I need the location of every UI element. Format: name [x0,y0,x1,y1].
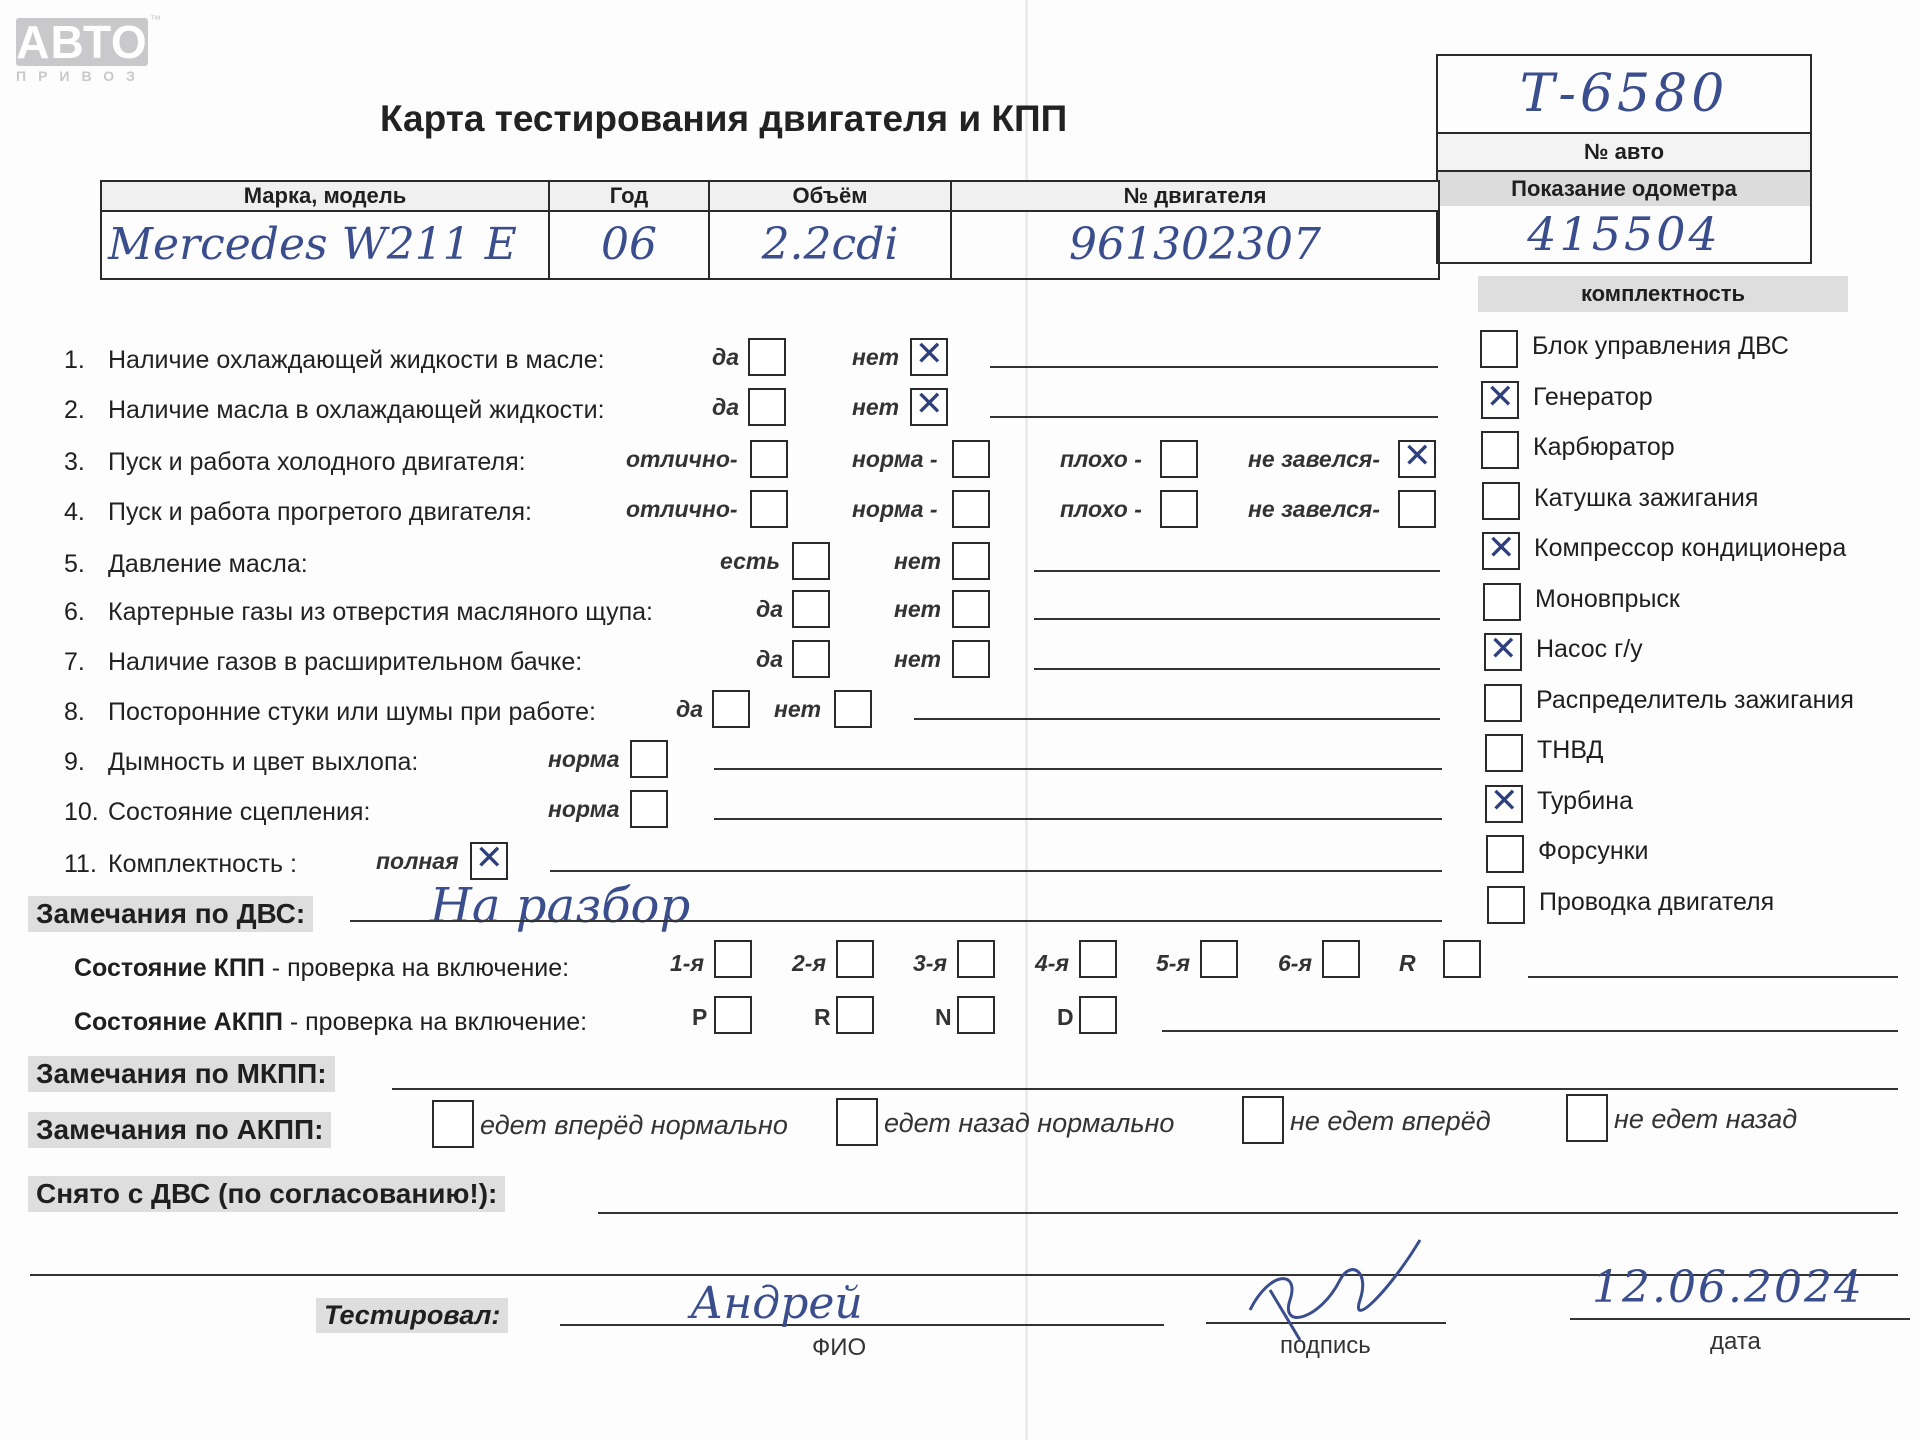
question-text: Наличие газов в расширительном бачке: [108,648,583,676]
signature-drawing [1230,1230,1440,1340]
akpp-remark-checkbox[interactable] [1566,1094,1608,1142]
mkpp-remarks-label: Замечания по МКПП: [28,1056,335,1092]
option-checkbox[interactable] [910,388,948,426]
car-number-value[interactable]: Т-6580 [1438,56,1810,134]
akpp-position-label: P [692,1004,708,1030]
date-label: дата [1710,1328,1761,1355]
option-label: нет [852,394,900,420]
option-label: норма [548,746,620,772]
kpp-label-bold: Состояние КПП [74,954,265,982]
brand-model-value[interactable]: Mercedes W211 E [108,219,517,270]
question-number: 8. [64,698,85,726]
year-cell [550,182,710,278]
option-label: есть [720,548,780,574]
option-checkbox[interactable] [748,388,786,426]
gear-checkbox[interactable] [957,940,995,978]
akpp-label-rest: - проверка на включение: [282,1008,588,1036]
option-checkbox[interactable] [470,842,508,880]
question-number: 4. [64,498,85,526]
komplektnost-item-label: Карбюратор [1533,433,1675,461]
option-checkbox[interactable] [630,740,668,778]
gear-label: 3-я [913,950,947,976]
vehicle-header-table [100,180,1440,280]
komplektnost-item-label: Распределитель зажигания [1536,686,1854,714]
akpp-remark-label: едет вперёд нормально [480,1110,788,1140]
answer-line [550,870,1442,872]
question-number: 5. [64,550,85,578]
year-value[interactable]: 06 [601,219,657,270]
gear-label: 4-я [1035,950,1069,976]
gear-checkbox[interactable] [714,940,752,978]
avto-privoz-logo: АВТО [16,16,148,68]
akpp-position-checkbox[interactable] [714,996,752,1034]
kpp-line [1528,976,1898,978]
option-label: плохо - [1060,496,1142,522]
option-label: да [712,394,740,420]
answer-line [1034,618,1440,620]
option-checkbox[interactable] [748,338,786,376]
akpp-position-label: D [1057,1004,1074,1030]
gear-label: 2-я [792,950,826,976]
akpp-remark-label: едет назад нормально [884,1108,1175,1138]
brand-model-label: Марка, модель [102,182,548,212]
question-text: Пуск и работа холодного двигателя: [108,448,526,476]
option-checkbox[interactable] [630,790,668,828]
komplektnost-checkbox[interactable] [1482,532,1520,570]
komplektnost-checkbox[interactable] [1481,431,1519,469]
option-label: норма - [852,496,938,522]
komplektnost-checkbox[interactable] [1483,583,1521,621]
akpp-line [1162,1030,1898,1032]
option-label: да [756,646,784,672]
car-number-box [1436,54,1812,264]
engine-number-value[interactable]: 961302307 [1069,219,1321,270]
komplektnost-item-label: Моновпрыск [1535,585,1680,613]
engine-number-cell [952,182,1440,278]
option-label: нет [852,344,900,370]
option-label: да [676,696,704,722]
removed-label: Снято с ДВС (по согласованию!): [28,1176,505,1212]
year-label: Год [550,182,708,212]
komplektnost-checkbox[interactable] [1485,785,1523,823]
gear-checkbox[interactable] [1443,940,1481,978]
gear-label: 6-я [1278,950,1312,976]
komplektnost-checkbox[interactable] [1486,835,1524,873]
akpp-remark-checkbox[interactable] [836,1098,878,1146]
option-checkbox[interactable] [792,542,830,580]
question-number: 10. [64,798,99,826]
option-checkbox[interactable] [952,640,990,678]
question-text: Дымность и цвет выхлопа: [108,748,419,776]
gear-checkbox[interactable] [1322,940,1360,978]
question-text: Состояние сцепления: [108,798,371,826]
akpp-position-label: R [814,1004,831,1030]
gear-label: 5-я [1156,950,1190,976]
answer-line [1034,570,1440,572]
option-checkbox[interactable] [952,440,990,478]
komplektnost-item-label: Компрессор кондиционера [1534,534,1847,562]
komplektnost-checkbox[interactable] [1481,381,1519,419]
option-label: да [756,596,784,622]
komplektnost-item-label: Турбина [1537,787,1633,815]
tester-name[interactable]: Андрей [690,1278,863,1329]
page-title: Карта тестирования двигателя и КПП [380,98,1068,139]
kpp-label-rest: - проверка на включение: [264,954,570,982]
gear-checkbox[interactable] [1079,940,1117,978]
option-label: не завелся- [1248,496,1380,522]
komplektnost-checkbox[interactable] [1484,633,1522,671]
option-checkbox[interactable] [834,690,872,728]
question-text: Наличие масла в охлаждающей жидкости: [108,396,605,424]
komplektnost-checkbox[interactable] [1480,330,1518,368]
option-checkbox[interactable] [750,490,788,528]
gear-checkbox[interactable] [836,940,874,978]
question-text: Посторонние стуки или шумы при работе: [108,698,596,726]
volume-cell [710,182,952,278]
option-label: плохо - [1060,446,1142,472]
option-checkbox[interactable] [1160,490,1198,528]
akpp-remark-checkbox[interactable] [1242,1096,1284,1144]
akpp-remark-label: не едет назад [1614,1104,1798,1134]
akpp-position-checkbox[interactable] [957,996,995,1034]
question-text: Давление масла: [108,550,308,578]
question-text: Пуск и работа прогретого двигателя: [108,498,532,526]
question-number: 3. [64,448,85,476]
removed-line [598,1212,1898,1214]
option-checkbox[interactable] [1398,440,1436,478]
answer-line [990,416,1438,418]
komplektnost-item-label: Насос г/у [1536,635,1643,663]
option-checkbox[interactable] [1160,440,1198,478]
akpp-position-checkbox[interactable] [836,996,874,1034]
volume-label: Объём [710,182,950,212]
option-checkbox[interactable] [952,542,990,580]
akpp-remark-label: не едет вперёд [1290,1106,1491,1136]
option-label: отлично- [626,496,738,522]
akpp-remarks-label: Замечания по АКПП: [28,1112,331,1148]
komplektnost-checkbox[interactable] [1484,684,1522,722]
option-label: норма - [852,446,938,472]
engine-remarks-value[interactable]: На разбор [430,878,691,934]
question-number: 7. [64,648,85,676]
komplektnost-item-label: Форсунки [1538,837,1649,865]
option-label: нет [894,646,942,672]
question-text: Комплектность : [108,850,297,878]
odometer-value[interactable]: 415504 [1527,207,1721,261]
engine-remarks-label: Замечания по ДВС: [28,896,313,932]
option-label: отлично- [626,446,738,472]
logo-subtitle: ПРИВОЗ [16,68,147,84]
question-number: 11. [64,850,97,878]
logo-trademark: ™ [150,14,161,26]
akpp-position-checkbox[interactable] [1079,996,1117,1034]
komplektnost-item-label: Катушка зажигания [1534,484,1759,512]
car-number-label: № авто [1438,134,1810,172]
option-label: нет [774,696,822,722]
option-label: да [712,344,740,370]
answer-line [914,718,1440,720]
gear-checkbox[interactable] [1200,940,1238,978]
answer-line [990,366,1438,368]
option-checkbox[interactable] [792,640,830,678]
question-text: Наличие охлаждающей жидкости в масле: [108,346,605,374]
odometer-label: Показание одометра [1438,172,1810,206]
answer-line [714,768,1442,770]
akpp-label-bold: Состояние АКПП [74,1008,283,1036]
option-checkbox[interactable] [712,690,750,728]
signature-label: подпись [1280,1332,1371,1359]
option-checkbox[interactable] [952,590,990,628]
date-line [1570,1318,1910,1320]
komplektnost-item-label: Генератор [1533,383,1653,411]
komplektnost-item-label: ТНВД [1537,736,1604,764]
komplektnost-item-label: Блок управления ДВС [1532,332,1789,360]
date-value[interactable]: 12.06.2024 [1592,1262,1864,1313]
option-label: не завелся- [1248,446,1380,472]
option-checkbox[interactable] [952,490,990,528]
komplektnost-checkbox[interactable] [1487,886,1525,924]
option-label: полная [376,848,459,874]
akpp-position-label: N [935,1004,952,1030]
komplektnost-item-label: Проводка двигателя [1539,888,1775,916]
akpp-remark-checkbox[interactable] [432,1100,474,1148]
brand-model-cell [102,182,550,278]
volume-value[interactable]: 2.2cdi [761,219,899,270]
answer-line [1034,668,1440,670]
option-label: нет [894,548,942,574]
option-checkbox[interactable] [792,590,830,628]
engine-remarks-line [350,920,1442,922]
question-number: 9. [64,748,85,776]
komplektnost-checkbox[interactable] [1485,734,1523,772]
tested-by-label: Тестировал: [316,1298,508,1333]
option-checkbox[interactable] [1398,490,1436,528]
question-number: 2. [64,396,85,424]
gear-label: R [1399,950,1416,976]
option-label: норма [548,796,620,822]
option-checkbox[interactable] [750,440,788,478]
komplektnost-title: комплектность [1478,276,1848,312]
engine-number-label: № двигателя [952,182,1438,212]
question-number: 1. [64,346,85,374]
question-text: Картерные газы из отверстия масляного щупа: [108,598,653,626]
option-checkbox[interactable] [910,338,948,376]
komplektnost-checkbox[interactable] [1482,482,1520,520]
mkpp-remarks-line [392,1088,1898,1090]
question-number: 6. [64,598,85,626]
fio-label: ФИО [812,1334,867,1361]
answer-line [714,818,1442,820]
akpp-label [74,1008,587,1037]
gear-label: 1-я [670,950,704,976]
kpp-label [74,954,569,983]
option-label: нет [894,596,942,622]
